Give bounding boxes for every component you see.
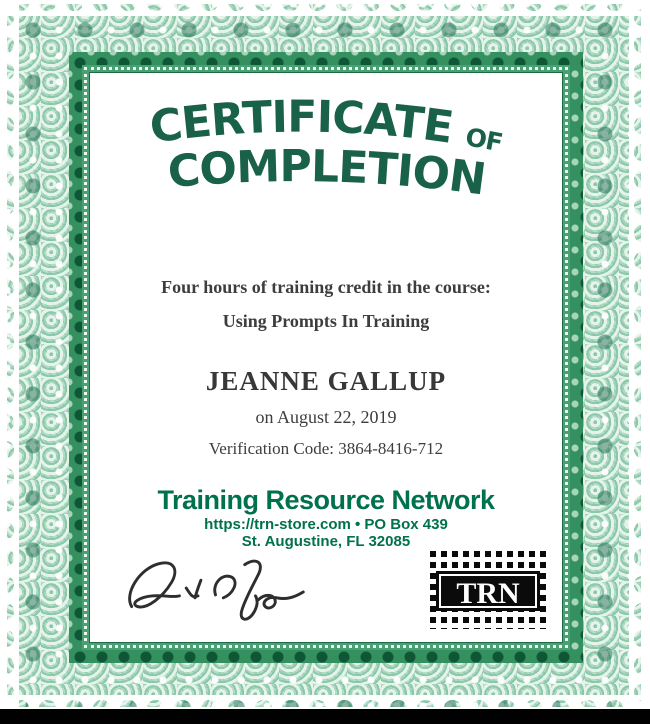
trn-logo-text: TRN bbox=[456, 577, 520, 610]
trn-checkered-logo bbox=[430, 551, 546, 629]
organization-url-pobox: https://trn-store.com • PO Box 439 bbox=[204, 516, 448, 533]
credit-line: Four hours of training credit in the course: bbox=[161, 277, 491, 297]
date-line: on August 22, 2019 bbox=[255, 407, 397, 427]
course-name: Using Prompts In Training bbox=[222, 311, 430, 331]
signature-logo-row bbox=[90, 551, 562, 629]
svg-text:COMPLETION bbox=[166, 141, 488, 205]
verification-code: Verification Code: 3864-8416-712 bbox=[208, 439, 444, 458]
title-word-completion: COMPLETION bbox=[165, 141, 489, 206]
border-scallop-top bbox=[7, 4, 641, 16]
certificate-title bbox=[96, 85, 556, 225]
title-word-certificate: CERTIFICATE bbox=[146, 91, 456, 154]
ornate-border bbox=[7, 4, 641, 707]
signature-scribble-icon bbox=[118, 551, 313, 629]
certificate-panel bbox=[89, 72, 563, 643]
border-scallop-right bbox=[629, 4, 641, 707]
border-bead-band bbox=[82, 65, 570, 650]
organization-name: Training Resource Network bbox=[157, 485, 495, 515]
bottom-black-bar bbox=[0, 709, 650, 724]
title-word-of: OF bbox=[463, 122, 505, 158]
recipient-name: JEANNE GALLUP bbox=[205, 366, 447, 396]
border-bead-dots bbox=[84, 67, 568, 648]
border-inner-band bbox=[69, 52, 583, 663]
organization-city-state: St. Augustine, FL 32085 bbox=[241, 533, 411, 550]
border-scallop-bottom bbox=[7, 695, 641, 707]
border-scallop-left bbox=[7, 4, 19, 707]
organization-block bbox=[90, 487, 562, 549]
